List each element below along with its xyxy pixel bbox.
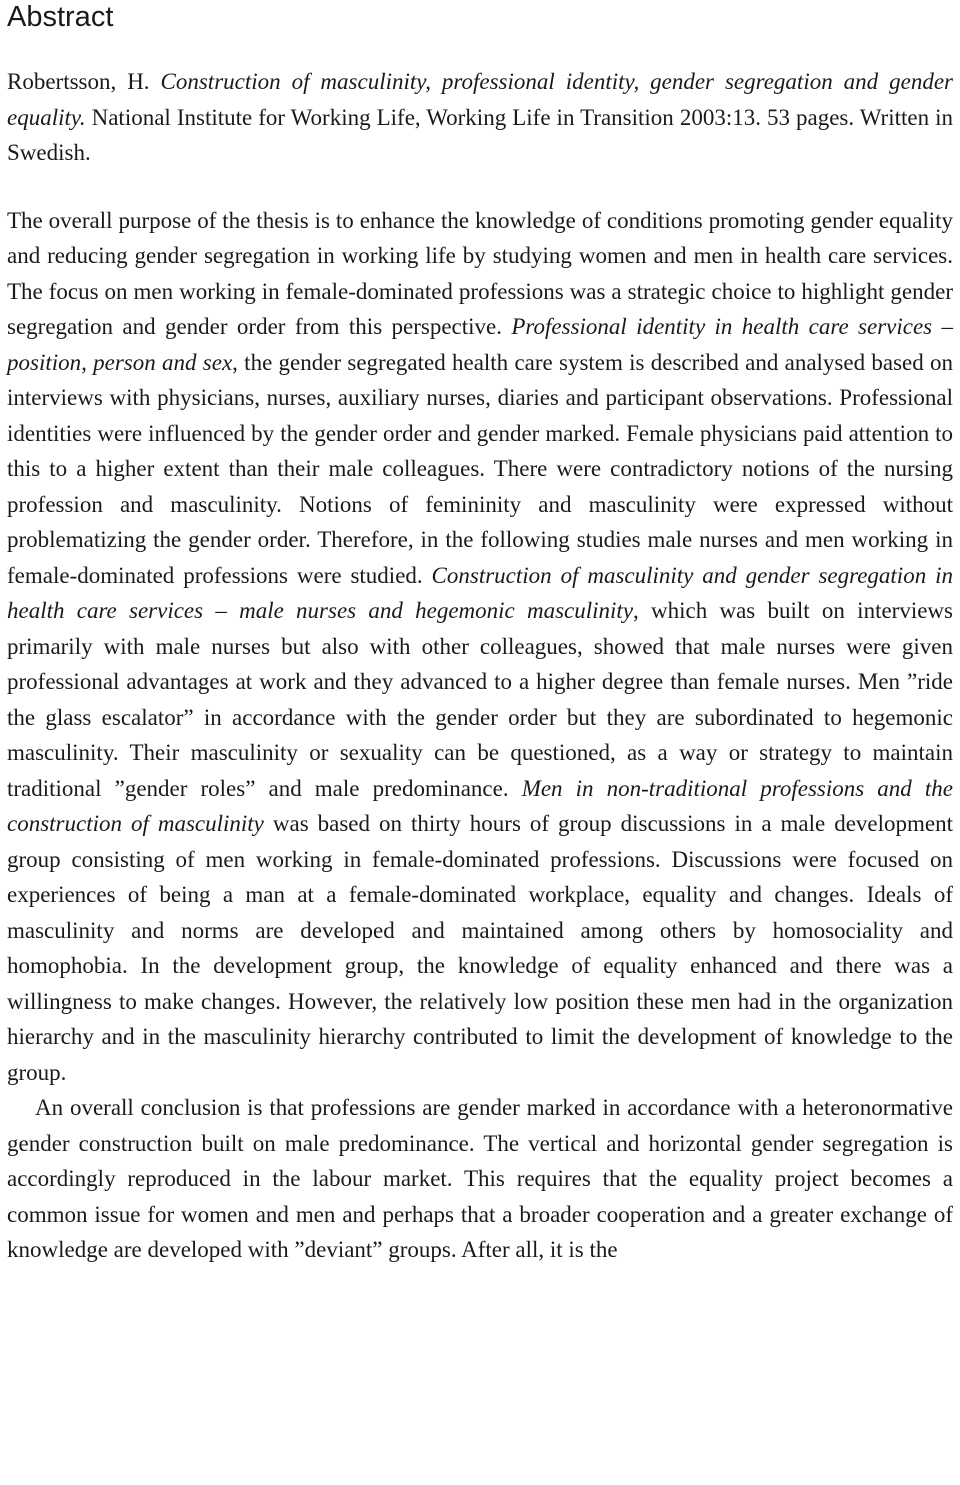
text-segment: was based on thirty hours of group discussions in a male development group consisting of men working in female-dominated professions. Discussions were focused on experiences of being a man at a female-dominated workplace, equality and changes. Ideals of masculinity and norms are developed and maintained among others by homosociality and homophobia. In the development group, the knowledge of equality enhanced and there was a willingness to make changes. However, the relatively low position these men had in the organization hierarchy and in the masculinity hierarchy contributed to limit the development of knowledge to the group. (7, 811, 953, 1085)
abstract-paragraph-2: An overall conclusion is that professions are gender marked in accordance with a heteronormative gender construction built on male predominance. The vertical and horizontal gender segregation is accordingly reproduced in the labour market. This requires that the equality project becomes a common issue for women and men and perhaps that a broader cooperation and a greater exchange of knowledge are developed with ”deviant” groups. After all, it is the (7, 1095, 953, 1262)
document-page (7, 0, 953, 1268)
citation-details: National Institute for Working Life, Working Life in Transition 2003:13. 53 pages. Written in Swedish. (7, 104, 953, 165)
citation-author: Robertsson, H. (7, 69, 161, 94)
text-segment: The overall purpose of the thesis is to enhance the knowledge of conditions promoting gender equality and reducing gender segregation in working life by studying women and men in health care services. The focus on men working in female-dominated professions was a strategic choice to highlight gender segregation and gender order from this perspective. (7, 207, 953, 339)
text-segment: , the gender segregated health care system is described and analysed based on interviews with physicians, nurses, auxiliary nurses, diaries and participant observations. Professional identities were influenced by the gender order and gender marked. Female physicians paid attention to this to a higher extent than their male colleagues. There were contradictory notions of the nursing profession and masculinity. Notions of femininity and masculinity were expressed without problematizing the gender order. Therefore, in the following studies male nurses and men working in female-dominated professions were studied. (7, 349, 953, 588)
study-title-3: Men in non-traditional professions and the construction of masculinity (7, 775, 953, 836)
citation-title: Construction of masculinity, professional identity, gender segregation and gender equality. (7, 69, 953, 130)
page-title: Abstract (7, 1, 114, 33)
study-title-2: Construction of masculinity and gender segregation in health care services – male nurses and hegemonic masculinity (7, 562, 953, 623)
citation-paragraph (7, 64, 953, 171)
text-segment: , which was built on interviews primarily with male nurses but also with other colleagues, showed that male nurses were given professional advantages at work and they advanced to a higher degree than female nurses. Men ”ride the glass escalator” in accordance with the gender order but they are subordinated to hegemonic masculinity. Their masculinity or sexuality can be questioned, as a way or strategy to maintain traditional ”gender roles” and male predominance. (7, 598, 953, 801)
abstract-paragraph-1 (7, 203, 953, 1091)
study-title-1: Professional identity in health care services – position, person and sex (7, 314, 953, 375)
